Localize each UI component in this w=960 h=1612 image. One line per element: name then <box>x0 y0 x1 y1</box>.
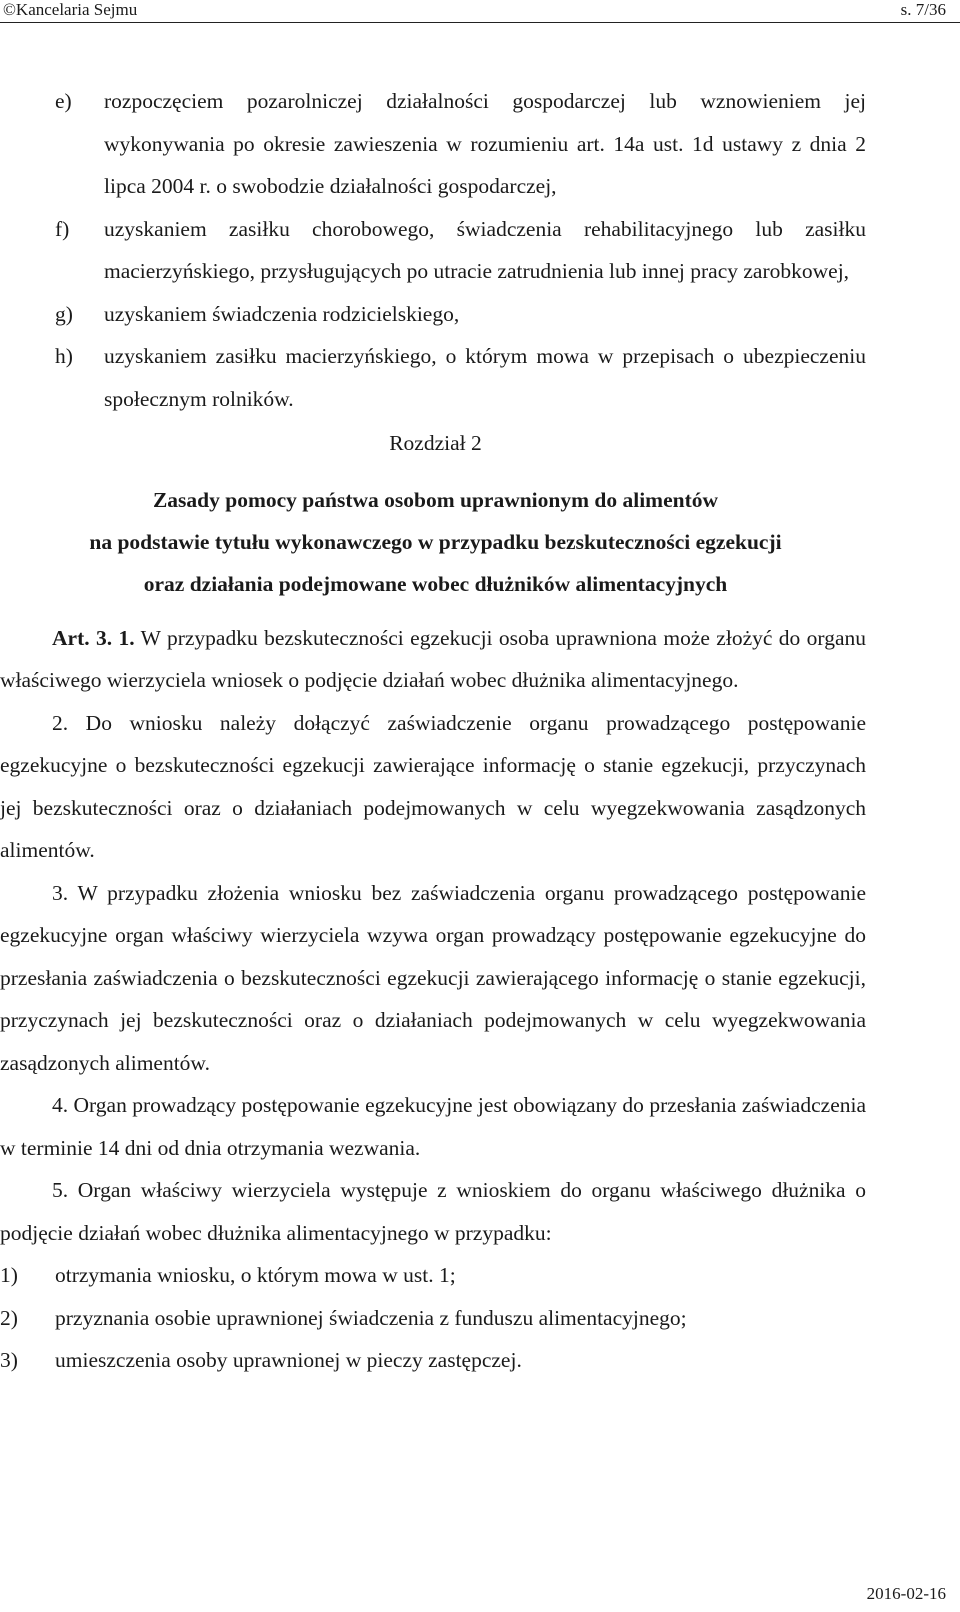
header-source: ©Kancelaria Sejmu <box>3 0 138 19</box>
list-item-h <box>55 335 866 420</box>
list-item-2 <box>0 1297 866 1340</box>
article-3-paragraph-2: 2. Do wniosku należy dołączyć zaświadczenie organu prowadzącego postępowanie egzekucyjne o bezskuteczności egzekucji zawierające informację o stanie egzekucji, przyczynach jej bezskuteczności oraz o działaniach podejmowanych w celu wyegzekwowania zasądzonych alimentów. <box>0 710 866 862</box>
list-item-label: 1) <box>0 1263 18 1287</box>
list-item-label: 3) <box>0 1348 18 1372</box>
list-item-label: g) <box>55 301 73 326</box>
footer-date: 2016-02-16 <box>866 1584 946 1603</box>
list-item-e <box>55 80 866 208</box>
paragraph-number: 1. <box>118 625 135 650</box>
article-3-paragraph-4: 4. Organ prowadzący postępowanie egzekucyjne jest obowiązany do przesłania zaświadczenia w terminie 14 dni od dnia otrzymania wezwania. <box>0 1093 866 1160</box>
list-item-label: f) <box>55 216 70 241</box>
document-body <box>0 80 866 1382</box>
article-3-paragraph-1 <box>0 617 866 702</box>
list-item-text: otrzymania wniosku, o którym mowa w ust. 1; <box>55 1263 456 1287</box>
list-item-f <box>55 208 866 293</box>
list-item-label: h) <box>55 344 73 368</box>
chapter-title-line: oraz działania podejmowane wobec dłużników alimentacyjnych <box>143 571 728 596</box>
list-item-text: uzyskaniem świadczenia rodzicielskiego, <box>104 301 460 326</box>
list-item-g <box>55 293 866 336</box>
list-bottom <box>0 1254 866 1382</box>
article-3-paragraph-5: 5. Organ właściwy wierzyciela występuje z wnioskiem do organu właściwego dłużnika o podjęcie działań wobec dłużnika alimentacyjnego w przypadku: <box>0 1178 866 1245</box>
list-top <box>0 80 866 420</box>
list-item-text: uzyskaniem zasiłku macierzyńskiego, o którym mowa w przepisach o ubezpieczeniu społecznym rolników. <box>104 344 866 411</box>
paragraph-text: W przypadku bezskuteczności egzekucji osoba uprawniona może złożyć do organu właściwego wierzyciela wniosek o podjęcie działań wobec dłużnika alimentacyjnego. <box>0 625 866 692</box>
list-item-text: uzyskaniem zasiłku chorobowego, świadczenia rehabilitacyjnego lub zasiłku macierzyńskiego, przysługujących po utracie zatrudnienia lub innej pracy zarobkowej, <box>104 216 866 283</box>
header-divider <box>0 22 960 23</box>
list-item-text: przyznania osobie uprawnionej świadczenia z funduszu alimentacyjnego; <box>55 1305 687 1330</box>
chapter-title-line: Zasady pomocy państwa osobom uprawnionym do alimentów <box>152 487 719 512</box>
page-header <box>0 0 960 24</box>
list-item-1 <box>0 1254 866 1297</box>
chapter-number: Rozdział 2 <box>389 431 482 455</box>
list-item-3 <box>0 1339 866 1382</box>
chapter-title <box>0 479 866 605</box>
list-item-text: rozpoczęciem pozarolniczej działalności gospodarczej lub wznowieniem jej wykonywania po okresie zawieszenia w rozumieniu art. 14a ust. 1d ustawy z dnia 2 lipca 2004 r. o swobodzie działalności gospodarczej, <box>104 89 866 198</box>
article-3-paragraph-3: 3. W przypadku złożenia wniosku bez zaświadczenia organu prowadzącego postępowanie egzekucyjne organ właściwy wierzyciela wzywa organ prowadzący postępowanie egzekucyjne do przesłania zaświadczenia o bezskuteczności egzekucji zawierającego informację o stanie egzekucji, przyczynach jej bezskuteczności oraz o działaniach podejmowanych w celu wyegzekwowania zasądzonych alimentów. <box>0 880 866 1075</box>
article-label: Art. 3. <box>52 625 113 650</box>
list-item-label: e) <box>55 89 72 113</box>
list-item-text: umieszczenia osoby uprawnionej w pieczy zastępczej. <box>55 1348 522 1372</box>
list-item-label: 2) <box>0 1305 18 1330</box>
header-page-number: s. 7/36 <box>900 0 946 19</box>
chapter-title-line: na podstawie tytułu wykonawczego w przypadku bezskuteczności egzekucji <box>89 529 782 554</box>
